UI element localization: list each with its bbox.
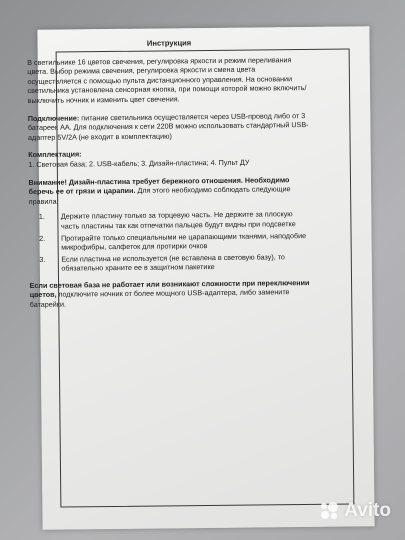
connection-heading: Подключение: (27, 113, 80, 123)
warning-bold: Внимание! Дизайн-пластина требует бережного отношения. Необходимо беречь ее от грязи и царапин. (28, 174, 290, 197)
document-title: Инструкция (146, 38, 192, 48)
list-item (29, 209, 313, 231)
rule-text: Держите пластину только за торцевую часть. Не держите за плоскую часть пластины так как отпечатки пальцев будут видны при подсветке (60, 209, 296, 231)
kit-text: 1. Световая база; 2. USB-кабель; 3. Дизайн-пластина; 4. Пульт ДУ (28, 157, 250, 169)
list-item (29, 231, 313, 253)
warning-paragraph (28, 175, 312, 207)
instruction-content (27, 37, 314, 318)
footer-bold: Если световая база не работает или возникают сложности при переключении цветов, (29, 277, 310, 300)
rule-number: 2. (39, 233, 46, 243)
footer-text: подключите ночник от более мощного USB-адаптера, либо замените батарейки. (29, 287, 290, 310)
kit-paragraph (28, 147, 312, 169)
rule-text: Если пластина не используется (не вставлена в световую базу), то обязательно храните ее в защитном пакетике (61, 251, 285, 273)
connection-text: питание светильника осуществляется через USB-провод либо от 3 батареек АА. Для подключения к сети 220В можно использовать стандартный USB-адаптер 5V/2A (не входит в комплектацию) (27, 110, 309, 142)
rule-number: 1. (38, 212, 45, 222)
connection-paragraph (28, 111, 312, 143)
avito-brand: Avito (344, 500, 391, 521)
kit-heading: Комплектация: (28, 149, 82, 160)
rule-number: 3. (39, 254, 46, 264)
rules-list (29, 209, 314, 274)
avito-dots-icon (318, 501, 340, 521)
rule-text: Протирайте только специальными не царапающими тканями, наподобие микрофибры, салфеток для протирки очков (61, 230, 307, 252)
footer-paragraph (30, 278, 314, 310)
warning-text: Для этого необходимо соблюдать следующие правила: (28, 184, 291, 206)
avito-watermark (318, 500, 391, 522)
list-item (29, 252, 313, 274)
intro-paragraph: В светильнике 16 цветов свечения, регулировка яркости и режим переливания цвета. Выбор режима свечения, регулировка яркости и смена цвета осуществляется с помощью пульта дистанционного управления. На основании светильника установлена сенсорная кнопка, при помощи которой можно включить/выключить ночник и изменить цвет свечения. (27, 54, 307, 105)
